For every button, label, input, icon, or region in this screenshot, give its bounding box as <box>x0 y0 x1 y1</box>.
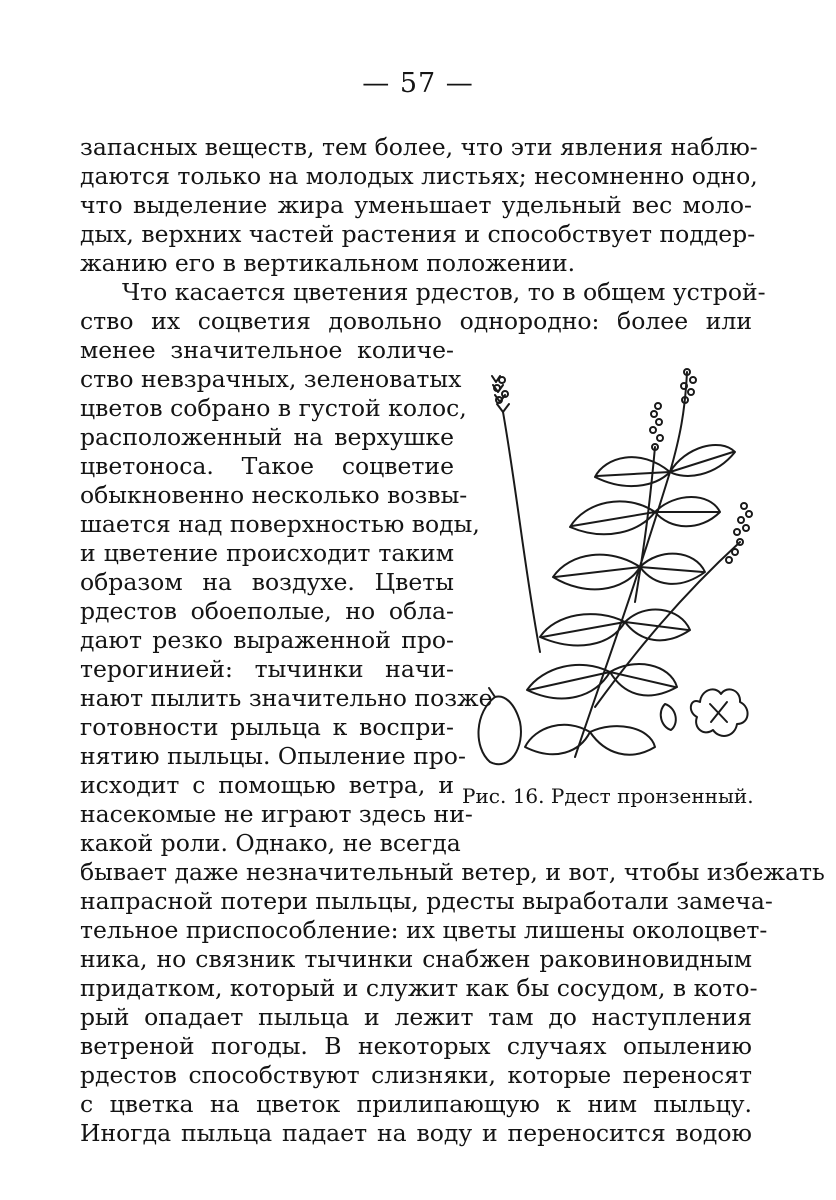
text-line: даются только на молодых листьях; несомненно одно, <box>80 162 758 190</box>
text-line: цветоноса. Такое соцветие <box>80 452 454 480</box>
figure-caption: Рис. 16. Рдест пронзенный. <box>462 784 754 808</box>
pondweed-illustration-icon <box>465 352 757 772</box>
text-line: цветов собрано в густой колос, <box>80 394 467 422</box>
text-line: исходит с помощью ветра, и <box>80 771 454 799</box>
text-line: Иногда пыльца падает на воду и переносится водою <box>80 1119 752 1147</box>
text-line: что выделение жира уменьшает удельный вес моло- <box>80 191 752 219</box>
text-line: образом на воздухе. Цветы <box>80 568 454 596</box>
text-line: рый опадает пыльца и лежит там до наступления <box>80 1003 752 1031</box>
text-line: обыкновенно несколько возвы- <box>80 481 468 509</box>
text-line: рдестов способствуют слизняки, которые переносят <box>80 1061 752 1089</box>
text-line: менее значительное количе- <box>80 336 454 364</box>
text-line: и цветение происходит таким <box>80 539 454 567</box>
text-line: ство невзрачных, зеленоватых <box>80 365 462 393</box>
text-line: с цветка на цветок прилипающую к ним пыльцу. <box>80 1090 752 1118</box>
text-line: ветреной погоды. В некоторых случаях опылению <box>80 1032 752 1060</box>
text-line: жанию его в вертикальном положении. <box>80 249 576 277</box>
text-line: расположенный на верхушке <box>80 423 454 451</box>
text-line: дают резко выраженной про- <box>80 626 454 654</box>
text-line: тельное приспособление: их цветы лишены околоцвет- <box>80 916 768 944</box>
text-line: бывает даже незначительный ветер, и вот, чтобы избежать <box>80 858 825 886</box>
text-line: ника, но связник тычинки снабжен раковиновидным <box>80 945 752 973</box>
text-line: напрасной потери пыльцы, рдесты выработали замеча- <box>80 887 773 915</box>
text-line: готовности рыльца к воспри- <box>80 713 454 741</box>
text-line: какой роли. Однако, не всегда <box>80 829 461 857</box>
text-line: придатком, который и служит как бы сосудом, в кото- <box>80 974 758 1002</box>
text-line: насекомые не играют здесь ни- <box>80 800 473 828</box>
text-line: ство их соцветия довольно однородно: более или <box>80 307 752 335</box>
text-line: нают пылить значительно позже <box>80 684 493 712</box>
text-line: нятию пыльцы. Опыление про- <box>80 742 466 770</box>
text-line: шается над поверхностью воды, <box>80 510 480 538</box>
text-line: Что касается цветения рдестов, то в общем устрой- <box>122 278 766 306</box>
text-line: терогинией: тычинки начи- <box>80 655 454 683</box>
page-number: — 57 — <box>362 68 474 99</box>
text-line: запасных веществ, тем более, что эти явления наблю- <box>80 133 758 161</box>
text-line: рдестов обоеполые, но обла- <box>80 597 454 625</box>
text-line: дых, верхних частей растения и способствует поддер- <box>80 220 756 248</box>
